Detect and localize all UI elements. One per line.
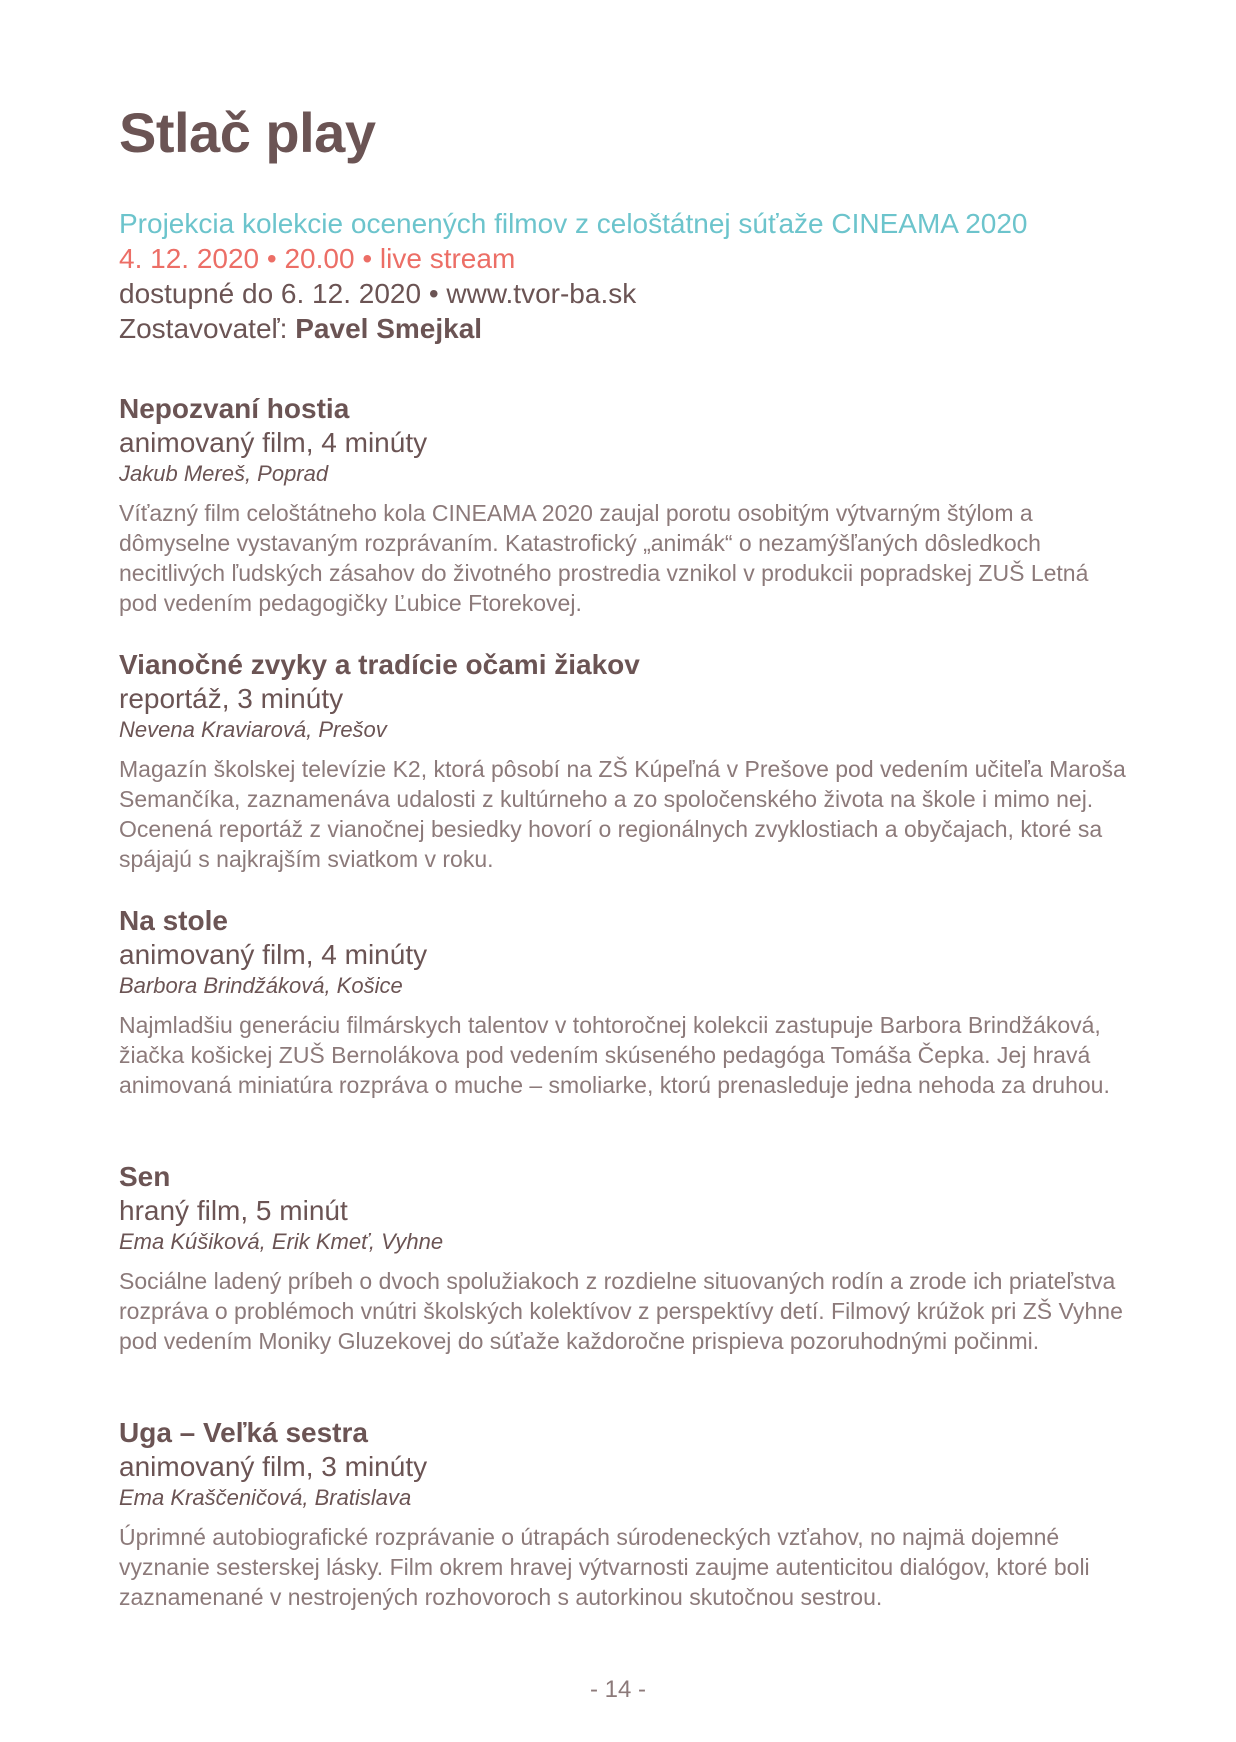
event-compiler bbox=[119, 311, 1129, 346]
compiler-name: Pavel Smejkal bbox=[295, 313, 483, 344]
film-type: hraný film, 5 minút bbox=[119, 1195, 348, 1226]
page-number: - 14 - bbox=[589, 1676, 646, 1703]
film-list bbox=[119, 392, 1129, 1672]
film-description: Úprimné autobiografické rozprávanie o útrapách súrodeneckých vzťahov, no najmä dojemné vyznanie sesterskej lásky. Film okrem hravej výtvarnosti zaujme autenticitou dialógov, ktoré boli zaznamenané v nestrojených rozhovoroch s autorkinou skutočnou sestrou. bbox=[119, 1524, 1090, 1610]
film-title: Na stole bbox=[119, 905, 228, 936]
film-author: Barbora Brindžáková, Košice bbox=[119, 973, 403, 998]
film-type: animovaný film, 4 minúty bbox=[119, 939, 428, 970]
film-author: Nevena Kraviarová, Prešov bbox=[119, 717, 387, 742]
film-entry bbox=[119, 648, 1129, 904]
event-availability: dostupné do 6. 12. 2020 • www.tvor-ba.sk bbox=[119, 278, 637, 309]
page-title: Stlač play bbox=[119, 101, 376, 164]
film-description: Víťazný film celoštátneho kola CINEAMA 2020 zaujal porotu osobitým výtvarným štýlom a dômyselne vystavaným rozprávaním. Katastrofický „animák“ o nezamýšľaných dôsledkoch necitlivých ľudských zásahov do životného prostredia vznikol v produkcii popradskej ZUŠ Letná pod vedením pedagogičky Ľubice Ftorekovej. bbox=[119, 500, 1089, 616]
film-entry bbox=[119, 1160, 1129, 1416]
compiler-label: Zostavovateľ: bbox=[119, 313, 296, 344]
film-author: Ema Kraščeničová, Bratislava bbox=[119, 1485, 412, 1510]
event-subtitle: Projekcia kolekcie ocenených filmov z celoštátnej súťaže CINEAMA 2020 bbox=[119, 208, 1028, 239]
film-title: Sen bbox=[119, 1161, 171, 1192]
film-author: Ema Kúšiková, Erik Kmeť, Vyhne bbox=[119, 1229, 444, 1254]
film-title: Nepozvaní hostia bbox=[119, 393, 350, 424]
film-author: Jakub Mereš, Poprad bbox=[119, 461, 329, 486]
film-description: Sociálne ladený príbeh o dvoch spolužiakoch z rozdielne situovaných rodín a zrode ich priateľstva rozpráva o problémoch vnútri školských kolektívov z perspektívy detí. Filmový krúžok pri ZŠ Vyhne pod vedením Moniky Gluzekovej do súťaže každoročne prispieva pozoruhodnými počinmi. bbox=[119, 1268, 1123, 1354]
film-description: Magazín školskej televízie K2, ktorá pôsobí na ZŠ Kúpeľná v Prešove pod vedením učiteľa Maroša Semančíka, zaznamenáva udalosti z kultúrneho a zo spoločenského života na škole i mimo nej. Ocenená reportáž z vianočnej besiedky hovorí o regionálnych zvyklostiach a obyčajach, ktoré sa spájajú s najkrajším sviatkom v roku. bbox=[119, 756, 1126, 872]
film-entry bbox=[119, 1416, 1129, 1672]
film-type: animovaný film, 4 minúty bbox=[119, 427, 428, 458]
film-type: reportáž, 3 minúty bbox=[119, 683, 344, 714]
film-entry bbox=[119, 392, 1129, 648]
film-type: animovaný film, 3 minúty bbox=[119, 1451, 428, 1482]
film-title: Vianočné zvyky a tradície očami žiakov bbox=[119, 649, 640, 680]
film-title: Uga – Veľká sestra bbox=[119, 1417, 368, 1448]
film-description: Najmladšiu generáciu filmárskych talentov v tohtoročnej kolekcii zastupuje Barbora Brindžáková, žiačka košickej ZUŠ Bernolákova pod vedením skúseného pedagóga Tomáša Čepka. Jej hravá animovaná miniatúra rozpráva o muche – smoliarke, ktorú prenasleduje jedna nehoda za druhou. bbox=[119, 1012, 1110, 1098]
event-intro bbox=[119, 206, 1129, 346]
event-date: 4. 12. 2020 • 20.00 • live stream bbox=[119, 243, 516, 274]
film-entry bbox=[119, 904, 1129, 1160]
